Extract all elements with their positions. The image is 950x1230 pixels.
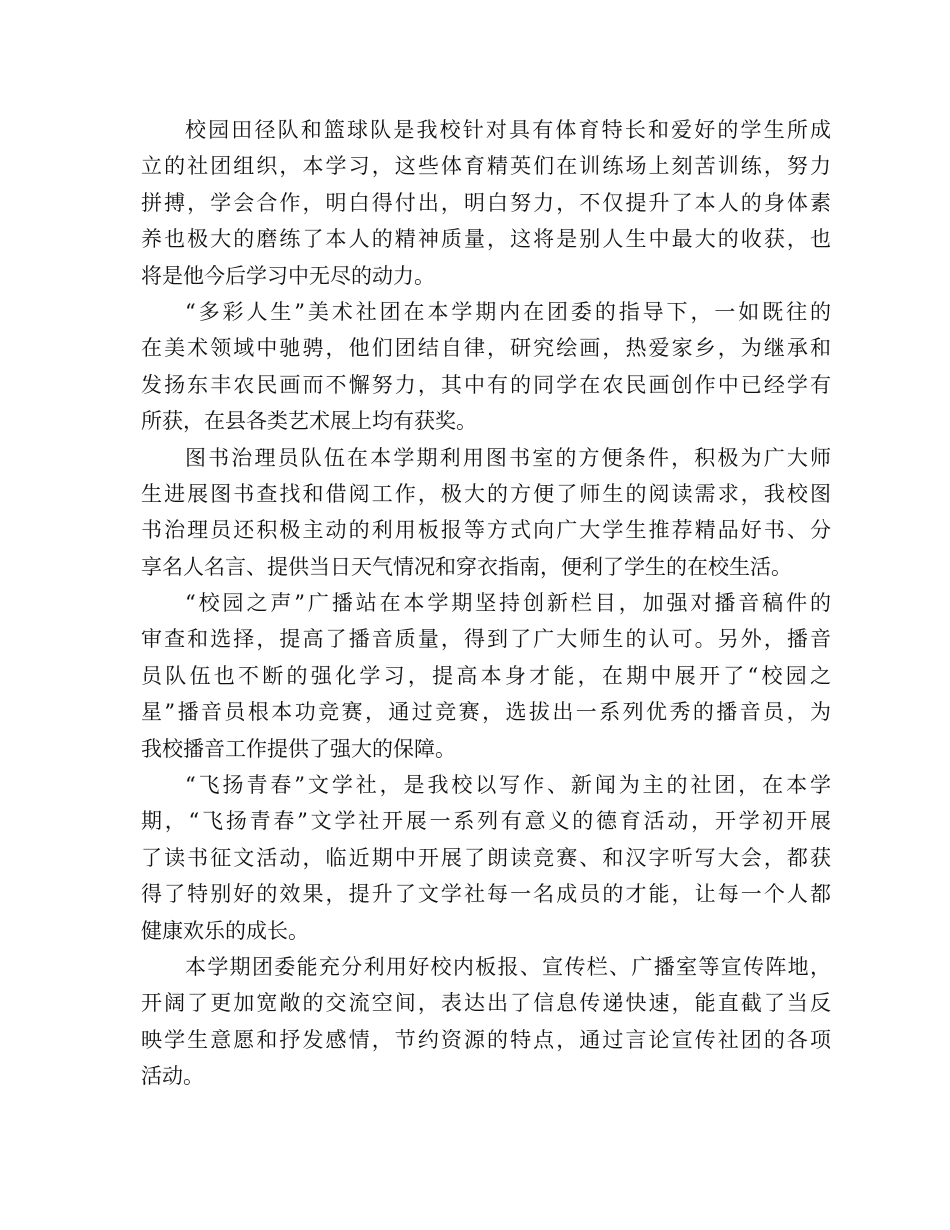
paragraph-publicity	[141, 949, 831, 1095]
paragraph-sports-teams	[141, 112, 831, 294]
text-line: 映学生意愿和抒发感情，节约资源的特点，通过言论宣传社团的各项	[141, 1027, 831, 1052]
text-line: 养也极大的磨练了本人的精神质量，这将是别人生中最大的收获，也	[141, 227, 831, 252]
text-line: 享名人名言、提供当日天气情况和穿衣指南，便利了学生的在校生活。	[141, 554, 792, 579]
paragraph-library-team	[141, 440, 831, 586]
paragraph-literature-club	[141, 767, 831, 949]
text-line: 所获，在县各类艺术展上均有获奖。	[141, 409, 477, 434]
text-line: 发扬东丰农民画而不懈努力，其中有的同学在农民画创作中已经学有	[141, 372, 831, 397]
text-line: 了读书征文活动，临近期中开展了朗读竞赛、和汉字听写大会，都获	[141, 845, 831, 870]
text-line: 期，“飞扬青春”文学社开展一系列有意义的德育活动，开学初开展	[141, 809, 831, 834]
text-line: 我校播音工作提供了强大的保障。	[141, 736, 456, 761]
text-line: 得了特别好的效果，提升了文学社每一名成员的才能，让每一个人都	[141, 882, 831, 907]
text-line: 拼搏，学会合作，明白得付出，明白努力，不仅提升了本人的身体素	[141, 190, 831, 215]
text-line: 图书治理员队伍在本学期利用图书室的方便条件，积极为广大师	[185, 445, 831, 470]
document-body	[141, 112, 831, 1095]
text-line: “飞扬青春”文学社，是我校以写作、新闻为主的社团，在本学	[185, 773, 831, 798]
text-line: 本学期团委能充分利用好校内板报、宣传栏、广播室等宣传阵地，	[185, 954, 831, 979]
text-line: 校园田径队和篮球队是我校针对具有体育特长和爱好的学生所成	[185, 118, 831, 142]
text-line: 生进展图书查找和借阅工作，极大的方便了师生的阅读需求，我校图	[141, 481, 831, 506]
text-line: 开阔了更加宽敞的交流空间，表达出了信息传递快速，能直截了当反	[141, 991, 831, 1016]
text-line: 书治理员还积极主动的利用板报等方式向广大学生推荐精品好书、分	[141, 518, 831, 543]
text-line: 审查和选择，提高了播音质量，得到了广大师生的认可。另外，播音	[141, 627, 831, 652]
text-line: 将是他今后学习中无尽的动力。	[141, 263, 435, 288]
paragraph-art-club	[141, 294, 831, 440]
text-line: 员队伍也不断的强化学习，提高本身才能，在期中展开了“校园之	[141, 663, 831, 688]
text-line: 星”播音员根本功竞赛，通过竞赛，选拔出一系列优秀的播音员，为	[141, 700, 831, 725]
text-line: 健康欢乐的成长。	[141, 918, 309, 943]
text-line: 活动。	[141, 1064, 204, 1089]
text-line: “校园之声”广播站在本学期坚持创新栏目，加强对播音稿件的	[185, 591, 831, 616]
paragraph-broadcast-station	[141, 585, 831, 767]
text-line: “多彩人生”美术社团在本学期内在团委的指导下，一如既往的	[185, 299, 831, 324]
text-line: 在美术领域中驰骋，他们团结自律，研究绘画，热爱家乡，为继承和	[141, 336, 831, 361]
text-line: 立的社团组织，本学习，这些体育精英们在训练场上刻苦训练，努力	[141, 154, 831, 179]
